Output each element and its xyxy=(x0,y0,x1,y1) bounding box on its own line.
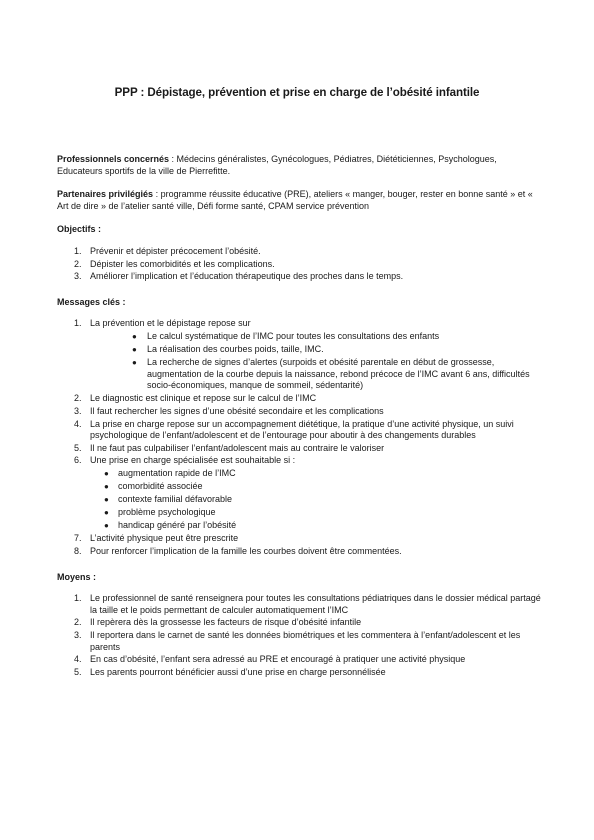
list-item xyxy=(57,419,541,442)
bullet-dot-icon: ● xyxy=(104,482,109,492)
partenaires-paragraph xyxy=(57,189,541,212)
list-item xyxy=(57,443,541,455)
list-item-text: L’activité physique peut être prescrite xyxy=(90,533,239,544)
bullet-item xyxy=(90,331,541,343)
bullet-text: comorbidité associée xyxy=(118,481,203,492)
messages-heading: Messages clés : xyxy=(57,296,126,307)
objectifs-list xyxy=(57,246,541,283)
bullet-text: augmentation rapide de l’IMC xyxy=(118,467,236,478)
partenaires-text: : programme réussite éducative (PRE), ateliers « manger, bouger, rester en bonne santé » et « Art de dire » de l’atelier santé ville, Défi forme santé, CPAM service prévention xyxy=(57,189,533,211)
professionnels-text: : Médecins généralistes, Gynécologues, Pédiatres, Diététiciennes, Psychologues, Educateurs sportifs de la ville de Pierrefitte. xyxy=(57,154,497,176)
bullet-item xyxy=(90,520,541,532)
list-item-text: Le professionnel de santé renseignera pour toutes les consultations pédiatriques dans le dossier médical partagé la taille et le poids permettant de calculer automatiquement l’IMC xyxy=(90,593,541,615)
bullet-text: handicap généré par l’obésité xyxy=(118,520,237,531)
document-body xyxy=(57,154,541,692)
list-item-text: Pour renforcer l’implication de la famille les courbes doivent être commentées. xyxy=(90,546,402,557)
list-item xyxy=(57,455,541,532)
list-item-text: Le diagnostic est clinique et repose sur le calcul de l’IMC xyxy=(90,393,317,404)
bullet-text: Le calcul systématique de l’IMC pour toutes les consultations des enfants xyxy=(147,330,440,341)
list-number: 3. xyxy=(74,406,82,416)
bullet-item xyxy=(90,481,541,493)
bullet-dot-icon: ● xyxy=(132,331,137,341)
list-item-text: La prévention et le dépistage repose sur xyxy=(90,318,251,329)
list-item-text: Il faut rechercher les signes d’une obésité secondaire et les complications xyxy=(90,406,384,416)
bullet-dot-icon: ● xyxy=(132,358,137,368)
list-item xyxy=(57,593,541,616)
list-number: 6. xyxy=(74,455,82,466)
list-number: 2. xyxy=(74,617,82,628)
partenaires-label: Partenaires privilégiés xyxy=(57,189,154,200)
bullet-dot-icon: ● xyxy=(104,521,109,531)
list-item xyxy=(57,630,541,653)
list-item xyxy=(57,393,541,405)
bullet-list xyxy=(90,468,541,532)
list-item xyxy=(57,533,541,545)
bullet-dot-icon: ● xyxy=(104,468,109,478)
objectifs-heading: Objectifs : xyxy=(57,224,102,235)
list-item xyxy=(57,259,541,271)
bullet-dot-icon: ● xyxy=(104,508,109,518)
list-item-text: Une prise en charge spécialisée est souhaitable si : xyxy=(90,455,296,466)
bullet-text: La recherche de signes d’alertes (surpoids et obésité parentale en début de grossesse, augmentation de la courbe depuis la naissance, rebond précoce de l’IMC avant 6 ans, difficultés socio-économiques, manque de sommeil, sédentarité) xyxy=(147,357,530,391)
list-item xyxy=(57,654,541,666)
list-number: 1. xyxy=(74,593,82,604)
professionnels-paragraph xyxy=(57,154,541,177)
list-number: 4. xyxy=(74,418,82,429)
bullet-text: problème psychologique xyxy=(118,507,216,518)
list-number: 8. xyxy=(74,546,82,557)
list-number: 5. xyxy=(74,442,82,453)
list-number: 7. xyxy=(74,533,82,544)
list-item xyxy=(57,406,541,418)
bullet-text: contexte familial défavorable xyxy=(118,494,233,505)
bullet-item xyxy=(90,494,541,506)
moyens-heading: Moyens : xyxy=(57,571,97,582)
list-item xyxy=(57,318,541,392)
moyens-list xyxy=(57,593,541,678)
bullet-dot-icon: ● xyxy=(132,345,137,355)
bullet-item xyxy=(90,468,541,480)
list-item-text: La prise en charge repose sur un accompagnement diététique, la pratique d’une activité physique, un suivi psychologique de l’enfant/adolescent et de l’entourage pour aboutir à des changements durables xyxy=(90,418,514,441)
list-number: 3. xyxy=(74,630,82,640)
list-item xyxy=(57,667,541,679)
bullet-list xyxy=(90,331,541,392)
list-number: 1. xyxy=(74,318,82,329)
list-number: 5. xyxy=(74,666,82,677)
list-item xyxy=(57,271,541,283)
professionnels-label: Professionnels concernés xyxy=(57,154,170,164)
list-item xyxy=(57,546,541,558)
bullet-dot-icon: ● xyxy=(104,495,109,505)
list-item-text: Améliorer l’implication et l’éducation thérapeutique des proches dans le temps. xyxy=(90,271,404,282)
list-item xyxy=(57,246,541,258)
list-number: 1. xyxy=(74,245,82,256)
bullet-item xyxy=(90,507,541,519)
list-item-text: Dépister les comorbidités et les complications. xyxy=(90,258,275,269)
list-number: 4. xyxy=(74,654,82,665)
list-item-text: Il ne faut pas culpabiliser l’enfant/adolescent mais au contraire le valoriser xyxy=(90,442,385,453)
list-number: 3. xyxy=(74,271,82,282)
bullet-item xyxy=(90,357,541,392)
list-item xyxy=(57,617,541,629)
bullet-item xyxy=(90,344,541,356)
page-title: PPP : Dépistage, prévention et prise en charge de l’obésité infantile xyxy=(114,86,480,99)
list-number: 2. xyxy=(74,393,82,404)
list-number: 2. xyxy=(74,258,82,269)
list-item-text: Prévenir et dépister précocement l’obésité. xyxy=(90,245,261,256)
bullet-text: La réalisation des courbes poids, taille, IMC. xyxy=(147,344,324,355)
list-item-text: Les parents pourront bénéficier aussi d’une prise en charge personnélisée xyxy=(90,666,386,677)
messages-list xyxy=(57,318,541,557)
list-item-text: Il repèrera dès la grossesse les facteurs de risque d’obésité infantile xyxy=(90,617,362,628)
list-item-text: En cas d’obésité, l’enfant sera adressé au PRE et encouragé à pratiquer une activité physique xyxy=(90,654,466,665)
list-item-text: Il reportera dans le carnet de santé les données biométriques et les commentera à l’enfant/adolescent et les parents xyxy=(90,630,521,652)
